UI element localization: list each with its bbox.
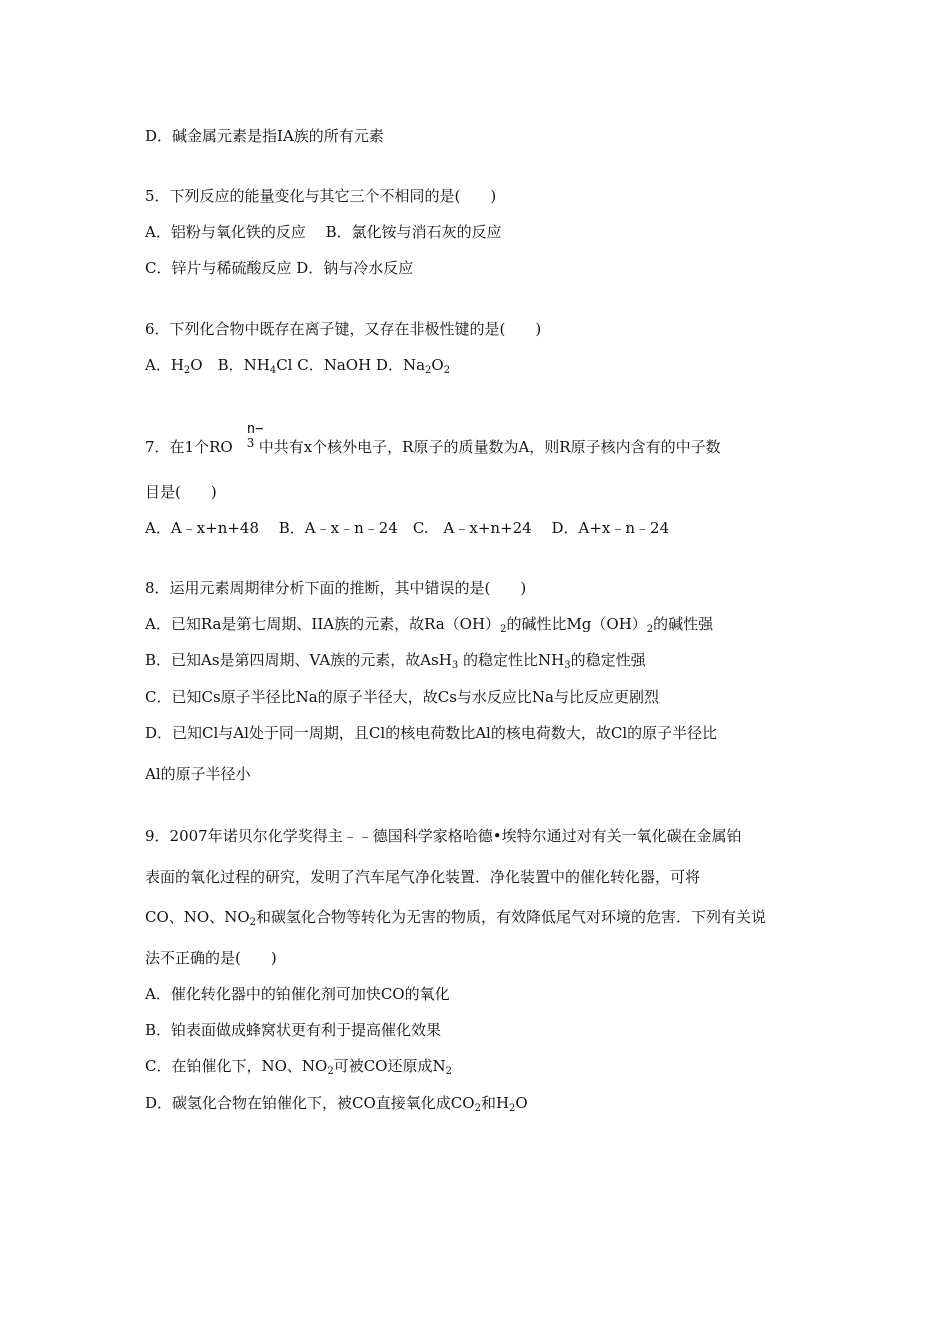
- subscript: 3: [564, 660, 571, 671]
- option-text: D．碳氢化合物在铂催化下，被CO直接氧化成CO: [145, 1094, 475, 1112]
- ion-subscript: 3: [246, 436, 255, 450]
- ion-charge: n−: [246, 421, 264, 437]
- stem-text: 中共有x个核外电子，R原子的质量数为A，则R原子核内含有的中子数: [258, 438, 721, 456]
- subscript: 2: [425, 365, 432, 376]
- option-text: O: [515, 1094, 528, 1112]
- stem-text: 7．在1个RO: [145, 438, 233, 456]
- question-9-stem-line-1: 9．2007年诺贝尔化学奖得主﹣﹣德国科学家格哈德•埃特尔通过对有关一氧化碳在金属铂: [145, 827, 742, 845]
- subscript: 3: [451, 660, 459, 671]
- question-6-stem: 6．下列化合物中既存在离子键，又存在非极性键的是( ): [145, 320, 542, 338]
- stem-text: 和碳氢化合物等转化为无害的物质，有效降低尾气对环境的危害．下列有关说: [256, 908, 767, 926]
- subscript: 4: [269, 365, 277, 376]
- subscript: 2: [327, 1066, 334, 1077]
- option-text: 可被CO还原成N: [333, 1057, 446, 1075]
- subscript: 2: [183, 365, 191, 376]
- option-text: 的稳定性强: [570, 651, 646, 669]
- option-text: 和H: [480, 1094, 510, 1112]
- formula-text: Cl C．NaOH D．Na: [276, 356, 426, 374]
- question-7-stem: [145, 421, 721, 457]
- subscript: 2: [474, 1103, 481, 1114]
- option-text: B．已知As是第四周期、VA族的元素，故AsH: [145, 651, 452, 669]
- question-9-stem-line-4: 法不正确的是( ): [145, 949, 277, 967]
- question-8-option-d: D．已知Cl与Al处于同一周期，且Cl的核电荷数比Al的核电荷数大，故Cl的原子半径比: [145, 724, 718, 742]
- question-9-option-a: A．催化转化器中的铂催化剂可加快CO的氧化: [145, 985, 450, 1003]
- question-7-stem-continued: 目是( ): [145, 483, 217, 501]
- subscript: 2: [445, 1066, 452, 1077]
- question-5-stem: 5．下列反应的能量变化与其它三个不相同的是( ): [145, 187, 497, 205]
- option-text: 的碱性强: [653, 615, 714, 633]
- question-4-option-d: D．碱金属元素是指ⅠA族的所有元素: [145, 127, 384, 145]
- question-9-stem-line-2: 表面的氧化过程的研究，发明了汽车尾气净化装置．净化装置中的催化转化器，可将: [145, 868, 701, 886]
- question-9-option-c: [145, 1056, 452, 1076]
- option-text: 的碱性比Mg（OH）: [506, 615, 647, 633]
- question-8-option-d-continued: Al的原子半径小: [145, 765, 251, 783]
- question-8-option-c: C．已知Cs原子半径比Na的原子半径大，故Cs与水反应比Na与比反应更剧烈: [145, 688, 659, 706]
- question-9-option-d: [145, 1093, 528, 1113]
- question-8-option-b: [145, 650, 646, 670]
- subscript: 2: [249, 917, 256, 928]
- option-text: C．在铂催化下，NO、NO: [145, 1057, 328, 1075]
- option-text: 的稳定性比NH: [458, 651, 565, 669]
- subscript: 2: [509, 1103, 516, 1114]
- question-8-option-a: [145, 614, 713, 634]
- stem-text: CO、NO、NO: [145, 908, 250, 926]
- subscript: 2: [443, 365, 451, 376]
- question-7-options: A．A﹣x+n+48 B．A﹣x﹣n﹣24 C. A﹣x+n+24 D．A+x﹣n﹣24: [145, 519, 670, 537]
- question-6-options: [145, 355, 450, 375]
- formula-text: A．H: [145, 356, 184, 374]
- question-9-option-b: B．铂表面做成蜂窝状更有利于提高催化效果: [145, 1021, 442, 1039]
- formula-text: O: [431, 356, 444, 374]
- question-8-stem: 8．运用元素周期律分析下面的推断，其中错误的是( ): [145, 579, 527, 597]
- formula-text: O B．NH: [190, 356, 270, 374]
- question-5-options-cd: C．锌片与稀硫酸反应 D．钠与冷水反应: [145, 259, 414, 277]
- option-text: A．已知Ra是第七周期、IIA族的元素，故Ra（OH）: [145, 615, 501, 633]
- subscript: 2: [646, 624, 654, 635]
- subscript: 2: [500, 624, 507, 635]
- question-9-stem-line-3: [145, 907, 766, 927]
- question-5-options-ab: A．铝粉与氧化铁的反应 B．氯化铵与消石灰的反应: [145, 223, 502, 241]
